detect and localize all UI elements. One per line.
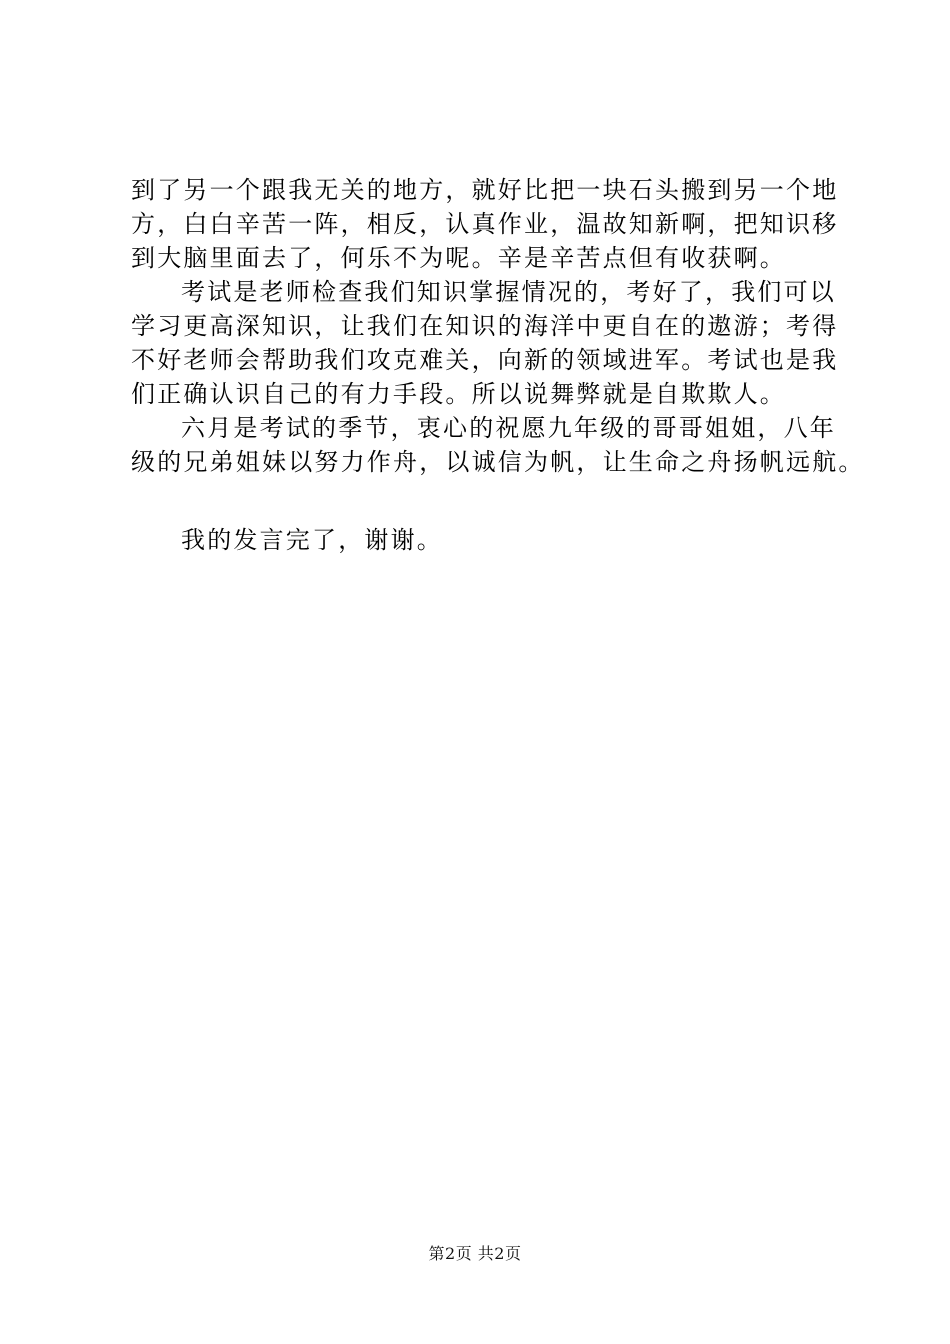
text-line: 级的兄弟姐妹以努力作舟，以诚信为帆，让生命之舟扬帆远航。 <box>131 448 865 476</box>
paragraph-gap <box>131 479 851 523</box>
closing-line: 我的发言完了，谢谢。 <box>181 526 443 554</box>
text-line: 到大脑里面去了，何乐不为呢。辛是辛苦点但有收获啊。 <box>131 244 786 272</box>
text-line: 到了另一个跟我无关的地方，就好比把一块石头搬到另一个地 <box>131 176 839 204</box>
text-line: 不好老师会帮助我们攻克难关，向新的领域进军。考试也是我 <box>131 346 839 374</box>
text-line: 学习更高深知识，让我们在知识的海洋中更自在的遨游；考得 <box>131 312 839 340</box>
paragraph-first-line: 六月是考试的季节，衷心的祝愿九年级的哥哥姐姐，八年 <box>181 414 836 442</box>
paragraph-first-line: 考试是老师检查我们知识掌握情况的，考好了，我们可以 <box>181 278 836 306</box>
page-number-footer: 第2页 共2页 <box>428 1244 522 1263</box>
document-body <box>131 173 865 557</box>
text-line: 们正确认识自己的有力手段。所以说舞弊就是自欺欺人。 <box>131 380 786 408</box>
text-line: 方，白白辛苦一阵，相反，认真作业，温故知新啊，把知识移 <box>131 210 839 238</box>
